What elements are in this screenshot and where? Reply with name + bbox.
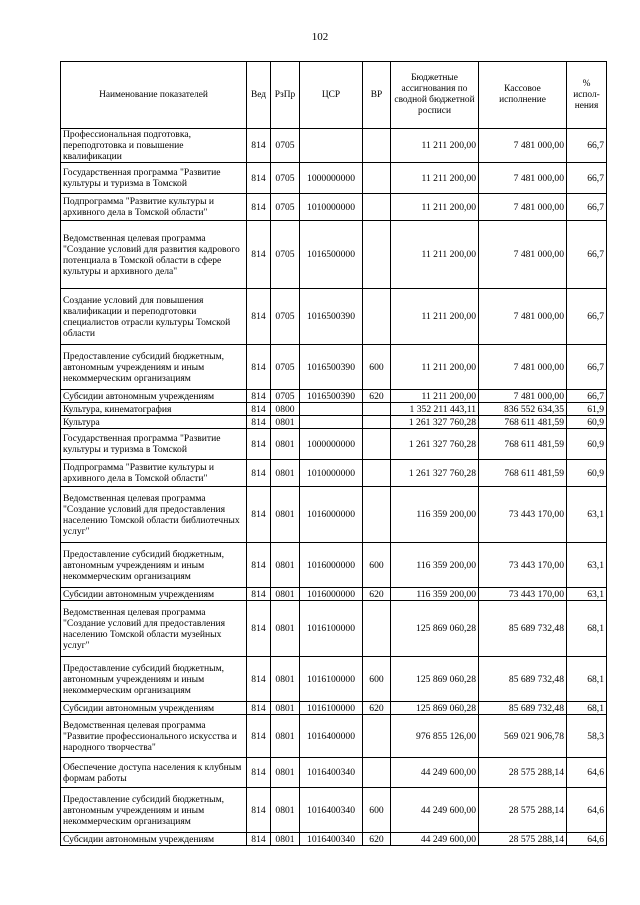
table-row	[61, 833, 607, 846]
row-ved: 814	[247, 163, 271, 194]
row-name: Субсидии автономным учреждениям	[61, 588, 247, 601]
row-ved: 814	[247, 390, 271, 403]
row-ved: 814	[247, 221, 271, 289]
row-name: Создание условий для повышения квалификации и переподготовки специалистов отрасли культуры Томской области	[61, 289, 247, 345]
budget-execution-table	[60, 61, 607, 846]
row-pct: 60,9	[567, 460, 607, 487]
row-kass: 768 611 481,59	[479, 460, 567, 487]
row-kass: 73 443 170,00	[479, 487, 567, 543]
row-name: Субсидии автономным учреждениям	[61, 390, 247, 403]
row-rzpr: 0705	[271, 390, 300, 403]
row-csr: 1016000000	[300, 543, 363, 588]
row-budget: 11 211 200,00	[391, 129, 479, 163]
table-row	[61, 487, 607, 543]
row-budget: 1 352 211 443,11	[391, 403, 479, 416]
row-pct: 66,7	[567, 163, 607, 194]
row-vr	[363, 403, 391, 416]
table-row	[61, 403, 607, 416]
table-row	[61, 715, 607, 758]
row-kass: 73 443 170,00	[479, 543, 567, 588]
row-ved: 814	[247, 588, 271, 601]
row-pct: 66,7	[567, 390, 607, 403]
row-csr: 1016100000	[300, 657, 363, 702]
row-kass: 836 552 634,35	[479, 403, 567, 416]
row-kass: 768 611 481,59	[479, 416, 567, 429]
row-rzpr: 0801	[271, 788, 300, 833]
row-name: Культура	[61, 416, 247, 429]
row-vr	[363, 289, 391, 345]
row-kass: 7 481 000,00	[479, 390, 567, 403]
row-budget: 1 261 327 760,28	[391, 429, 479, 460]
row-csr: 1016000000	[300, 588, 363, 601]
table-body	[61, 129, 607, 846]
table-row	[61, 588, 607, 601]
row-budget: 44 249 600,00	[391, 758, 479, 788]
table-row	[61, 543, 607, 588]
row-kass: 7 481 000,00	[479, 345, 567, 390]
row-name: Предоставление субсидий бюджетным, автономным учреждениям и иным некоммерческим организациям	[61, 788, 247, 833]
row-ved: 814	[247, 487, 271, 543]
row-name: Предоставление субсидий бюджетным, автономным учреждениям и иным некоммерческим организациям	[61, 345, 247, 390]
row-vr: 600	[363, 543, 391, 588]
row-vr	[363, 487, 391, 543]
row-kass: 28 575 288,14	[479, 758, 567, 788]
row-name: Субсидии автономным учреждениям	[61, 833, 247, 846]
row-kass: 28 575 288,14	[479, 788, 567, 833]
row-pct: 66,7	[567, 345, 607, 390]
row-rzpr: 0801	[271, 588, 300, 601]
row-kass: 73 443 170,00	[479, 588, 567, 601]
row-csr: 1000000000	[300, 429, 363, 460]
row-name: Подпрограмма "Развитие культуры и архивного дела в Томской области"	[61, 460, 247, 487]
row-rzpr: 0801	[271, 758, 300, 788]
row-csr: 1016400340	[300, 788, 363, 833]
table-row	[61, 758, 607, 788]
row-csr	[300, 416, 363, 429]
row-budget: 11 211 200,00	[391, 390, 479, 403]
row-rzpr: 0705	[271, 163, 300, 194]
row-rzpr: 0801	[271, 657, 300, 702]
row-name: Государственная программа "Развитие культуры и туризма в Томской	[61, 429, 247, 460]
row-budget: 116 359 200,00	[391, 487, 479, 543]
row-vr: 620	[363, 702, 391, 715]
row-budget: 125 869 060,28	[391, 702, 479, 715]
row-name: Субсидии автономным учреждениям	[61, 702, 247, 715]
table-row	[61, 788, 607, 833]
row-name: Ведомственная целевая программа "Создание условий для предоставления населению Томской области библиотечных услуг"	[61, 487, 247, 543]
row-name: Подпрограмма "Развитие культуры и архивного дела в Томской области"	[61, 194, 247, 221]
row-vr: 600	[363, 788, 391, 833]
table-row	[61, 289, 607, 345]
row-csr: 1016400340	[300, 833, 363, 846]
row-ved: 814	[247, 460, 271, 487]
row-vr	[363, 715, 391, 758]
row-csr: 1016400000	[300, 715, 363, 758]
row-csr	[300, 129, 363, 163]
row-kass: 85 689 732,48	[479, 702, 567, 715]
row-ved: 814	[247, 543, 271, 588]
row-pct: 63,1	[567, 487, 607, 543]
row-budget: 11 211 200,00	[391, 163, 479, 194]
row-vr	[363, 429, 391, 460]
row-pct: 58,3	[567, 715, 607, 758]
row-rzpr: 0801	[271, 833, 300, 846]
row-pct: 63,1	[567, 588, 607, 601]
row-vr	[363, 221, 391, 289]
table-row	[61, 601, 607, 657]
row-name: Ведомственная целевая программа "Развитие профессионального искусства и народного творчества"	[61, 715, 247, 758]
row-kass: 7 481 000,00	[479, 129, 567, 163]
header-name: Наименование показателей	[61, 62, 247, 129]
row-csr: 1016500390	[300, 289, 363, 345]
row-ved: 814	[247, 429, 271, 460]
row-csr: 1000000000	[300, 163, 363, 194]
row-vr	[363, 194, 391, 221]
header-vr: ВР	[363, 62, 391, 129]
row-kass: 7 481 000,00	[479, 289, 567, 345]
row-pct: 68,1	[567, 702, 607, 715]
row-name: Обеспечение доступа населения к клубным формам работы	[61, 758, 247, 788]
row-kass: 7 481 000,00	[479, 221, 567, 289]
row-name: Профессиональная подготовка, переподготовка и повышение квалификации	[61, 129, 247, 163]
row-vr	[363, 129, 391, 163]
table-row	[61, 129, 607, 163]
row-pct: 66,7	[567, 289, 607, 345]
row-budget: 11 211 200,00	[391, 289, 479, 345]
row-rzpr: 0801	[271, 601, 300, 657]
row-kass: 85 689 732,48	[479, 657, 567, 702]
row-csr: 1016100000	[300, 702, 363, 715]
row-vr: 620	[363, 588, 391, 601]
row-ved: 814	[247, 758, 271, 788]
row-budget: 116 359 200,00	[391, 588, 479, 601]
row-csr: 1016500000	[300, 221, 363, 289]
header-pct: % испол- нения	[567, 62, 607, 129]
row-pct: 66,7	[567, 194, 607, 221]
row-ved: 814	[247, 833, 271, 846]
row-pct: 60,9	[567, 429, 607, 460]
row-vr: 600	[363, 657, 391, 702]
row-csr	[300, 403, 363, 416]
row-vr	[363, 758, 391, 788]
row-rzpr: 0705	[271, 345, 300, 390]
row-kass: 569 021 906,78	[479, 715, 567, 758]
header-budget: Бюджетные ассигнования по сводной бюджетной росписи	[391, 62, 479, 129]
row-vr: 620	[363, 833, 391, 846]
row-vr	[363, 460, 391, 487]
row-rzpr: 0801	[271, 429, 300, 460]
row-pct: 63,1	[567, 543, 607, 588]
table-row	[61, 221, 607, 289]
table-row	[61, 460, 607, 487]
row-budget: 1 261 327 760,28	[391, 416, 479, 429]
row-name: Культура, кинематография	[61, 403, 247, 416]
row-csr: 1016500390	[300, 390, 363, 403]
row-ved: 814	[247, 715, 271, 758]
row-rzpr: 0705	[271, 194, 300, 221]
row-budget: 44 249 600,00	[391, 788, 479, 833]
row-budget: 11 211 200,00	[391, 345, 479, 390]
row-ved: 814	[247, 129, 271, 163]
row-kass: 7 481 000,00	[479, 194, 567, 221]
row-budget: 11 211 200,00	[391, 221, 479, 289]
row-rzpr: 0705	[271, 221, 300, 289]
table-row	[61, 702, 607, 715]
row-budget: 125 869 060,28	[391, 601, 479, 657]
row-rzpr: 0705	[271, 129, 300, 163]
row-rzpr: 0705	[271, 289, 300, 345]
row-budget: 116 359 200,00	[391, 543, 479, 588]
row-rzpr: 0801	[271, 416, 300, 429]
row-pct: 60,9	[567, 416, 607, 429]
row-vr	[363, 416, 391, 429]
table-row	[61, 429, 607, 460]
header-row	[61, 62, 607, 129]
row-rzpr: 0801	[271, 487, 300, 543]
page-number: 102	[311, 31, 329, 43]
row-pct: 64,6	[567, 833, 607, 846]
header-ved: Вед	[247, 62, 271, 129]
row-pct: 66,7	[567, 221, 607, 289]
row-pct: 64,6	[567, 788, 607, 833]
header-csr: ЦСР	[300, 62, 363, 129]
row-pct: 61,9	[567, 403, 607, 416]
row-kass: 85 689 732,48	[479, 601, 567, 657]
row-budget: 44 249 600,00	[391, 833, 479, 846]
row-ved: 814	[247, 788, 271, 833]
row-rzpr: 0800	[271, 403, 300, 416]
table-row	[61, 390, 607, 403]
table-row	[61, 163, 607, 194]
table-row	[61, 657, 607, 702]
row-vr: 600	[363, 345, 391, 390]
row-ved: 814	[247, 289, 271, 345]
table-row	[61, 194, 607, 221]
row-ved: 814	[247, 416, 271, 429]
row-vr	[363, 163, 391, 194]
row-kass: 7 481 000,00	[479, 163, 567, 194]
row-name: Ведомственная целевая программа "Создание условий для предоставления населению Томской области музейных услуг"	[61, 601, 247, 657]
table-row	[61, 345, 607, 390]
row-kass: 768 611 481,59	[479, 429, 567, 460]
row-name: Ведомственная целевая программа "Создание условий для развития кадрового потенциала в Томской области в сфере культуры и архивного дела"	[61, 221, 247, 289]
row-pct: 66,7	[567, 129, 607, 163]
row-rzpr: 0801	[271, 702, 300, 715]
row-pct: 68,1	[567, 601, 607, 657]
row-kass: 28 575 288,14	[479, 833, 567, 846]
row-name: Предоставление субсидий бюджетным, автономным учреждениям и иным некоммерческим организациям	[61, 657, 247, 702]
row-rzpr: 0801	[271, 460, 300, 487]
row-ved: 814	[247, 194, 271, 221]
row-budget: 125 869 060,28	[391, 657, 479, 702]
row-rzpr: 0801	[271, 715, 300, 758]
row-ved: 814	[247, 702, 271, 715]
row-rzpr: 0801	[271, 543, 300, 588]
header-rzpr: РзПр	[271, 62, 300, 129]
row-budget: 976 855 126,00	[391, 715, 479, 758]
row-pct: 64,6	[567, 758, 607, 788]
table-row	[61, 416, 607, 429]
row-csr: 1016000000	[300, 487, 363, 543]
row-name: Государственная программа "Развитие культуры и туризма в Томской	[61, 163, 247, 194]
row-ved: 814	[247, 345, 271, 390]
row-ved: 814	[247, 403, 271, 416]
row-csr: 1010000000	[300, 194, 363, 221]
row-budget: 11 211 200,00	[391, 194, 479, 221]
header-kass: Кассовое исполнение	[479, 62, 567, 129]
row-csr: 1016100000	[300, 601, 363, 657]
row-csr: 1010000000	[300, 460, 363, 487]
row-vr: 620	[363, 390, 391, 403]
row-budget: 1 261 327 760,28	[391, 460, 479, 487]
row-vr	[363, 601, 391, 657]
row-ved: 814	[247, 657, 271, 702]
row-pct: 68,1	[567, 657, 607, 702]
row-ved: 814	[247, 601, 271, 657]
row-csr: 1016500390	[300, 345, 363, 390]
row-name: Предоставление субсидий бюджетным, автономным учреждениям и иным некоммерческим организациям	[61, 543, 247, 588]
row-csr: 1016400340	[300, 758, 363, 788]
